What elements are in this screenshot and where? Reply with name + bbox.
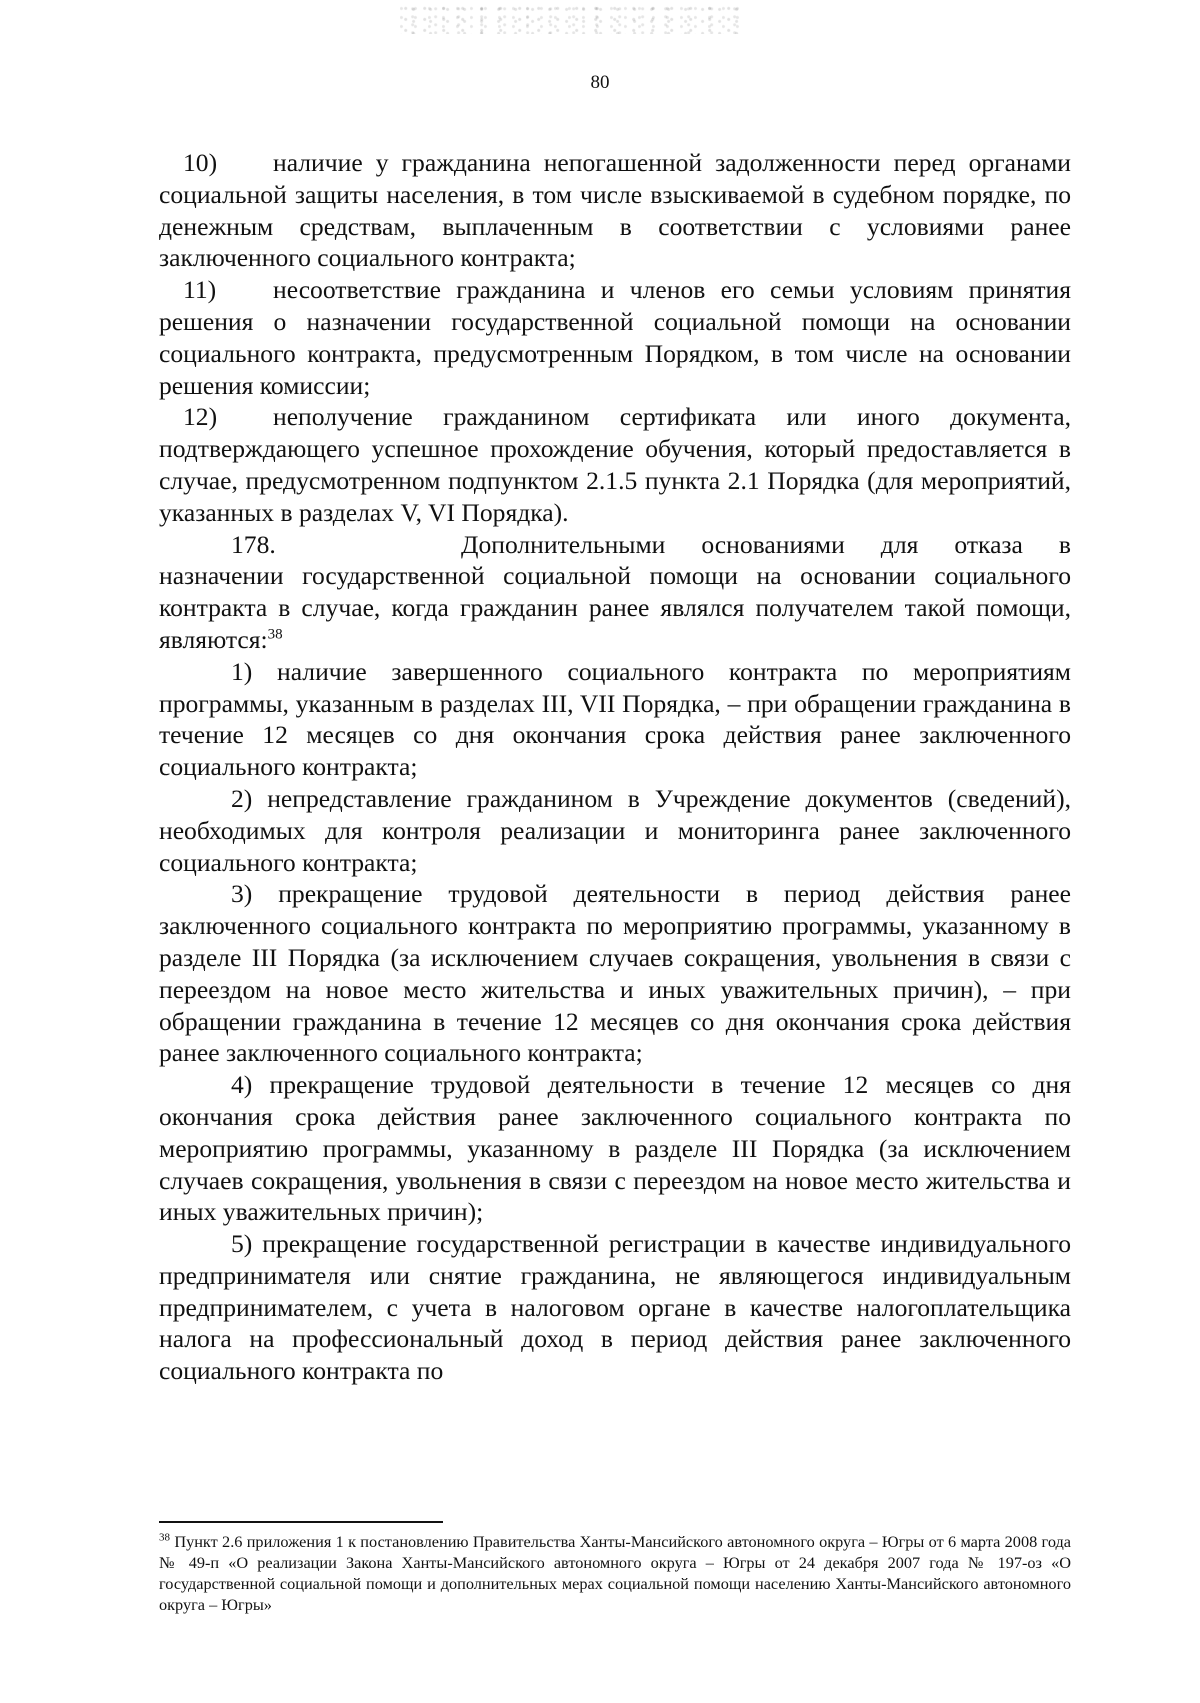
section-text: Дополнительными основаниями для отказа в назначении государственной социальной помощи на основании социального контракта в случае, когда гражданин ранее являлся получателем такой помощи, являются: bbox=[159, 529, 1071, 654]
item-text: прекращение государственной регистрации в качестве индивидуального предпринимателя или снятие гражданина, не являющегося индивидуальным предпринимателем, с учета в налоговом органе в качестве налогоплательщика налога на профессиональный доход в период действия ранее заключенного социального контракта по bbox=[159, 1229, 1071, 1386]
footnote-divider bbox=[159, 1521, 443, 1523]
section-178 bbox=[159, 529, 1071, 656]
item-text: неполучение гражданином сертификата или иного документа, подтверждающего успешное прохождение обучения, который предоставляется в случае, предусмотренном подпунктом 2.1.5 пункта 2.1 Порядка (для мероприятий, указанных в разделах V, VI Порядка). bbox=[159, 402, 1071, 527]
item-number: 3) bbox=[231, 879, 253, 909]
list-item bbox=[159, 401, 1071, 528]
item-number: 10) bbox=[183, 148, 218, 177]
list-item bbox=[159, 147, 1071, 274]
item-number: 5) bbox=[231, 1229, 253, 1259]
list-item bbox=[159, 878, 1071, 1069]
item-text: наличие у гражданина непогашенной задолженности перед органами социальной защиты населения, в том числе взыскиваемой в судебном порядке, по денежным средствам, выплаченным в соответствии с условиями ранее заключенного социального контракта; bbox=[159, 148, 1071, 273]
section-number: 178. bbox=[231, 529, 276, 559]
item-number: 2) bbox=[231, 783, 253, 813]
footnote-marker: 38 bbox=[159, 1531, 170, 1544]
footnote bbox=[159, 1531, 1071, 1615]
list-item bbox=[159, 1228, 1071, 1387]
item-text: наличие завершенного социального контракта по мероприятиям программы, указанным в разделах III, VII Порядка, – при обращении гражданина в течение 12 месяцев со дня окончания срока действия ранее заключенного социального контракта; bbox=[159, 656, 1071, 782]
item-number: 4) bbox=[231, 1070, 253, 1100]
footnote-reference: 38 bbox=[267, 626, 283, 643]
item-number: 11) bbox=[183, 275, 217, 305]
item-text: прекращение трудовой деятельности в период действия ранее заключенного социального контракта по мероприятию программы, указанному в разделе III Порядка (за исключением случаев сокращения, увольнения в связи с переездом на новое место жительства и иных уважительных причин), – при обращении гражданина в течение 12 месяцев со дня окончания срока действия ранее заключенного социального контракта; bbox=[159, 879, 1071, 1068]
item-text: прекращение трудовой деятельности в течение 12 месяцев со дня окончания срока действия ранее заключенного социального контракта по мероприятию программы, указанному в разделе III Порядка (за исключением случаев сокращения, увольнения в связи с переездом на новое место жительства и иных уважительных причин); bbox=[159, 1070, 1072, 1227]
item-number: 12) bbox=[183, 402, 218, 432]
item-text: несоответствие гражданина и членов его семьи условиям принятия решения о назначении государственной социальной помощи на основании социального контракта, предусмотренным Порядком, в том числе на основании решения комиссии; bbox=[159, 275, 1071, 400]
list-item bbox=[159, 274, 1071, 401]
list-item bbox=[159, 1069, 1071, 1228]
scan-artifact bbox=[400, 4, 740, 34]
page-number: 80 bbox=[590, 72, 610, 93]
item-text: непредставление гражданином в Учреждение документов (сведений), необходимых для контроля реализации и мониторинга ранее заключенного социального контракта; bbox=[159, 783, 1071, 877]
list-item bbox=[159, 783, 1071, 878]
document-body bbox=[159, 147, 1071, 1387]
footnote-text: Пункт 2.6 приложения 1 к постановлению Правительства Ханты-Мансийского автономного округа – Югры от 6 марта 2008 года № 49-п «О реализации Закона Ханты-Мансийского автономного округа – Югры от 24 декабря 2007 года № 197-оз «О государственной социальной помощи и дополнительных мерах социальной помощи населению Ханты-Мансийского автономного округа – Югры» bbox=[159, 1532, 1071, 1614]
item-number: 1) bbox=[231, 656, 253, 686]
list-item bbox=[159, 656, 1071, 783]
